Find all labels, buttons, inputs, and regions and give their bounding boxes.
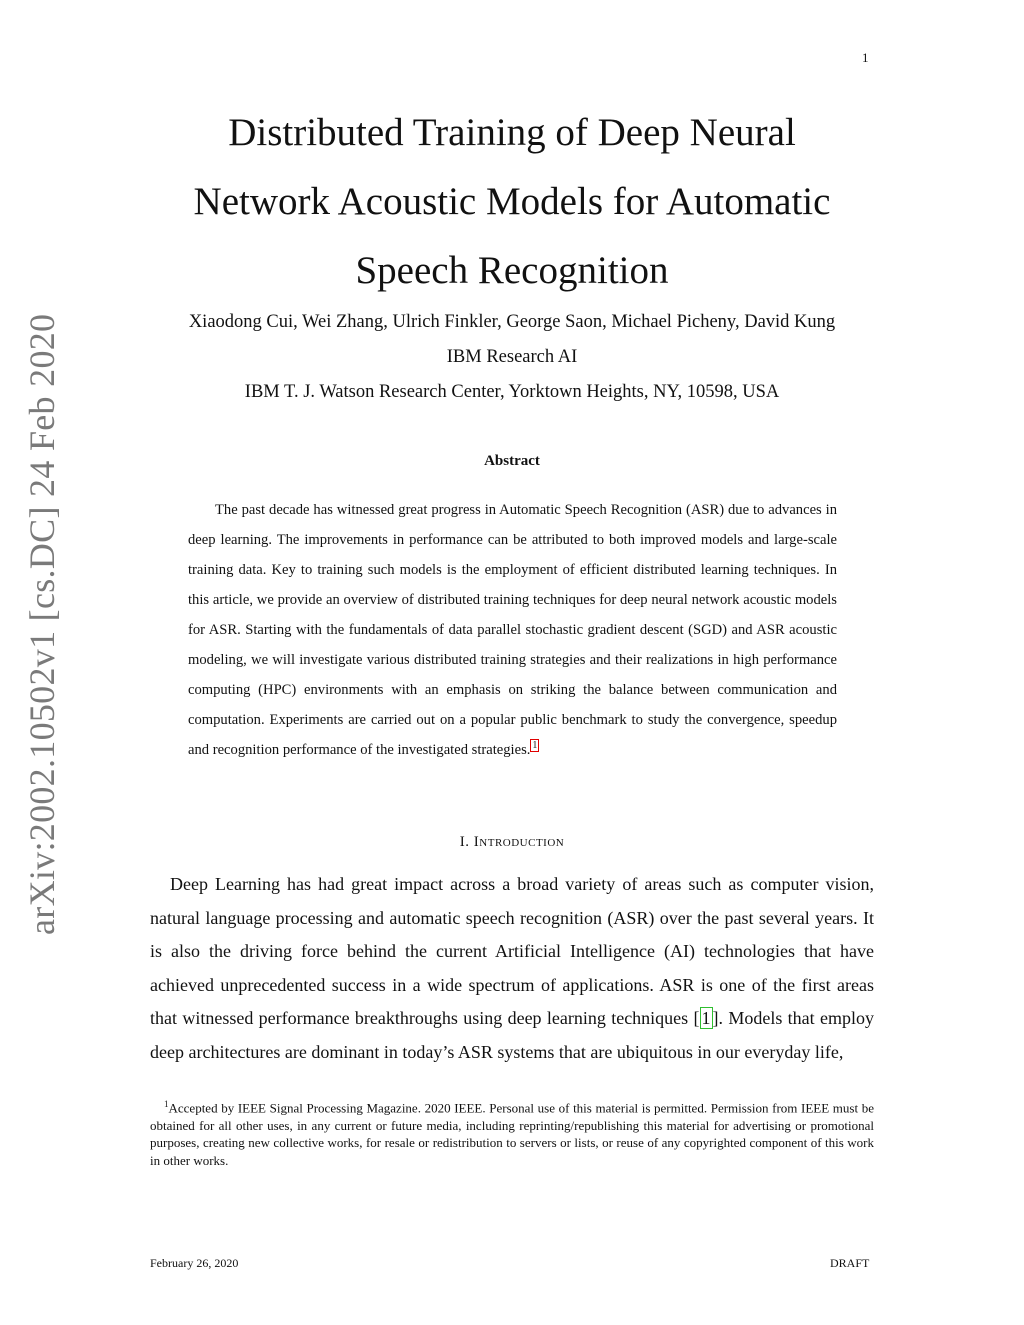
title-line-2: Network Acoustic Models for Automatic [193, 180, 831, 223]
footnote-mark: 1 [164, 1099, 169, 1109]
footnote-text: Accepted by IEEE Signal Processing Magazine. 2020 IEEE. Personal use of this material is permitted. Permission from IEEE must be obtained for all other uses, in any current or future media, including reprinting/republishing this material for advertising or promotional purposes, creating new collective works, for resale or redistribution to servers or lists, or reuse of any copyrighted component of this work in other works. [150, 1100, 874, 1168]
footnote [150, 1096, 874, 1169]
page-number: 1 [862, 50, 869, 65]
footnote-link[interactable]: 1 [532, 740, 538, 752]
citation-link[interactable]: 1 [701, 1008, 711, 1029]
intro-text-end: ]. Models that employ deep architectures are dominant in today’s ASR systems that are ubiquitous in our everyday life, [150, 1008, 874, 1062]
intro-paragraph [150, 868, 874, 1070]
title-line-3: Speech Recognition [355, 249, 669, 292]
section-heading [150, 834, 874, 851]
affiliation-address: IBM T. J. Watson Research Center, Yorktown Heights, NY, 10598, USA [244, 382, 780, 402]
footer-date: February 26, 2020 [150, 1256, 239, 1270]
paper-title [150, 98, 874, 305]
affiliation-org: IBM Research AI [446, 347, 578, 367]
author-list: Xiaodong Cui, Wei Zhang, Ulrich Finkler, George Saon, Michael Picheny, David Kung [188, 312, 836, 332]
abstract-body [188, 495, 837, 765]
section-title: Introduction [473, 834, 565, 850]
abstract-text: The past decade has witnessed great progress in Automatic Speech Recognition (ASR) due to advances in deep learning. The improvements in performance can be attributed to both improved models and large-scale training data. Key to training such models is the employment of efficient distributed learning techniques. In this article, we provide an overview of distributed training techniques for deep neural network acoustic models for ASR. Starting with the fundamentals of data parallel stochastic gradient descent (SGD) and ASR acoustic modeling, we will investigate various distributed training strategies and their realizations in high performance computing (HPC) environments with an emphasis on striking the balance between communication and computation. Experiments are carried out on a popular public benchmark to study the convergence, speedup and recognition performance of the investigated strategies. [188, 502, 837, 758]
intro-text-start: Deep Learning has had great impact across a broad variety of areas such as computer vision, natural language processing and automatic speech recognition (ASR) over the past several years. It is also the driving force behind the current Artificial Intelligence (AI) technologies that have achieved unprecedented success in a wide spectrum of applications. ASR is one of the first areas that witnessed performance breakthroughs using deep learning techniques [ [150, 874, 874, 1029]
abstract-heading: Abstract [484, 453, 540, 469]
title-line-1: Distributed Training of Deep Neural [228, 111, 796, 154]
section-number: I. [459, 834, 470, 850]
footer-status: DRAFT [830, 1256, 870, 1270]
arxiv-stamp[interactable]: arXiv:2002.10502v1 [cs.DC] 24 Feb 2020 [22, 313, 62, 935]
